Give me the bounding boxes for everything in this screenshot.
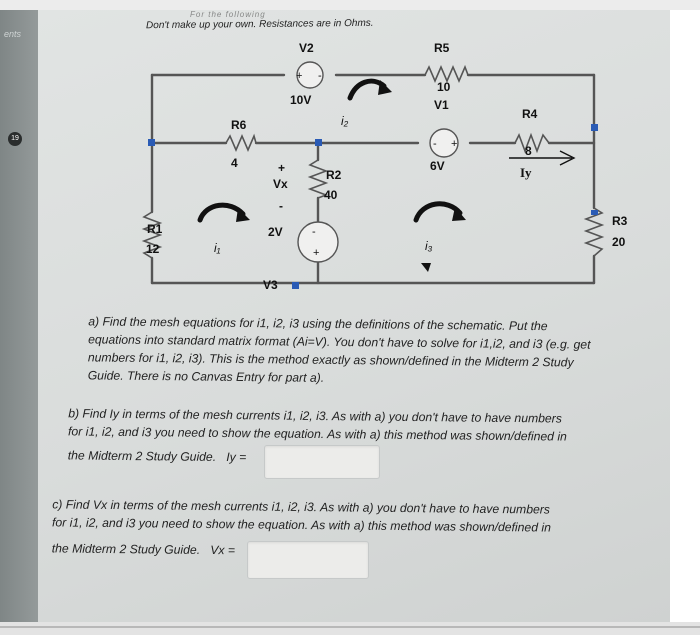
question-b-line: b) Find Iy in terms of the mesh currents i1, i2, i3. As with a) you don't have to have numbers xyxy=(68,406,562,426)
v3-plus-sign: + xyxy=(313,247,320,259)
v1-plus-sign: + xyxy=(451,138,458,150)
r4-name-label: R4 xyxy=(522,107,538,121)
v3-minus-sign: - xyxy=(312,226,316,238)
r6-name-label: R6 xyxy=(231,118,247,132)
vx-name-label: Vx xyxy=(273,177,288,191)
question-a xyxy=(88,312,591,389)
small-arrow-icon xyxy=(421,263,431,272)
v2-value-label: 10V xyxy=(290,93,312,107)
question-a-line: numbers for i1, i2, i3). This is the method exactly as shown/defined in the Midterm 2 Study xyxy=(87,350,574,370)
sidebar-label[interactable]: ents xyxy=(4,29,22,39)
vx-plus-sign: + xyxy=(278,161,286,175)
question-b-line: for i1, i2, and i3 you need to show the equation. As with a) this method was shown/defined in xyxy=(67,424,567,444)
v2-plus-sign: + xyxy=(296,70,303,82)
v3-name-label: V3 xyxy=(263,278,278,292)
v1-value-label: 6V xyxy=(430,159,445,173)
question-number-badge[interactable]: 19 xyxy=(8,132,22,146)
instruction-text: Don't make up your own. Resistances are in Ohms. xyxy=(145,17,374,32)
r5-value-label: 10 xyxy=(437,80,451,94)
r1-name-label: R1 xyxy=(147,222,163,236)
question-c-line: for i1, i2, and i3 you need to show the equation. As with a) this method was shown/defined in xyxy=(51,515,551,535)
header-faint-text: For the following xyxy=(190,10,266,19)
iy-label: Iy xyxy=(520,165,532,180)
r2-value-label: 40 xyxy=(324,188,338,202)
r1-value-label: 12 xyxy=(146,242,160,256)
iy-answer-label: Iy = xyxy=(226,450,247,465)
r5-name-label: R5 xyxy=(434,41,450,55)
iy-arrow-icon xyxy=(509,151,574,165)
r3-value-label: 20 xyxy=(612,235,626,249)
question-c-text: the Midterm 2 Study Guide. xyxy=(51,541,201,557)
i1-label: i₁ xyxy=(214,241,221,255)
question-a-line: Guide. There is no Canvas Entry for part a). xyxy=(87,368,325,385)
r2-name-label: R2 xyxy=(326,168,342,182)
v1-name-label: V1 xyxy=(434,98,449,112)
r4-value-label: 8 xyxy=(525,144,532,158)
i2-label: i₂ xyxy=(341,114,349,128)
r3-name-label: R3 xyxy=(612,214,628,228)
v2-name-label: V2 xyxy=(299,41,314,55)
v2-minus-sign: - xyxy=(318,70,322,82)
iy-answer-input[interactable] xyxy=(264,445,380,479)
question-a-line: equations into standard matrix format (Ai=V). You don't have to solve for i1,i2, and i3 (e.g. get xyxy=(88,332,591,352)
i3-label: i₃ xyxy=(425,239,433,253)
r6-value-label: 4 xyxy=(231,156,238,170)
vx-answer-label: Vx = xyxy=(210,543,236,558)
vx-answer-input[interactable] xyxy=(247,541,369,579)
question-c-line: c) Find Vx in terms of the mesh currents i1, i2, i3. As with a) you don't have to have numbers xyxy=(52,497,551,517)
question-a-line: a) Find the mesh equations for i1, i2, i3 using the definitions of the schematic. Put the xyxy=(88,314,548,334)
question-b-text: the Midterm 2 Study Guide. xyxy=(67,448,217,464)
vx-minus-sign: - xyxy=(279,199,283,213)
i1-arrow-icon xyxy=(200,205,243,220)
v3-value-label: 2V xyxy=(268,225,283,239)
v1-minus-sign: - xyxy=(433,138,437,150)
